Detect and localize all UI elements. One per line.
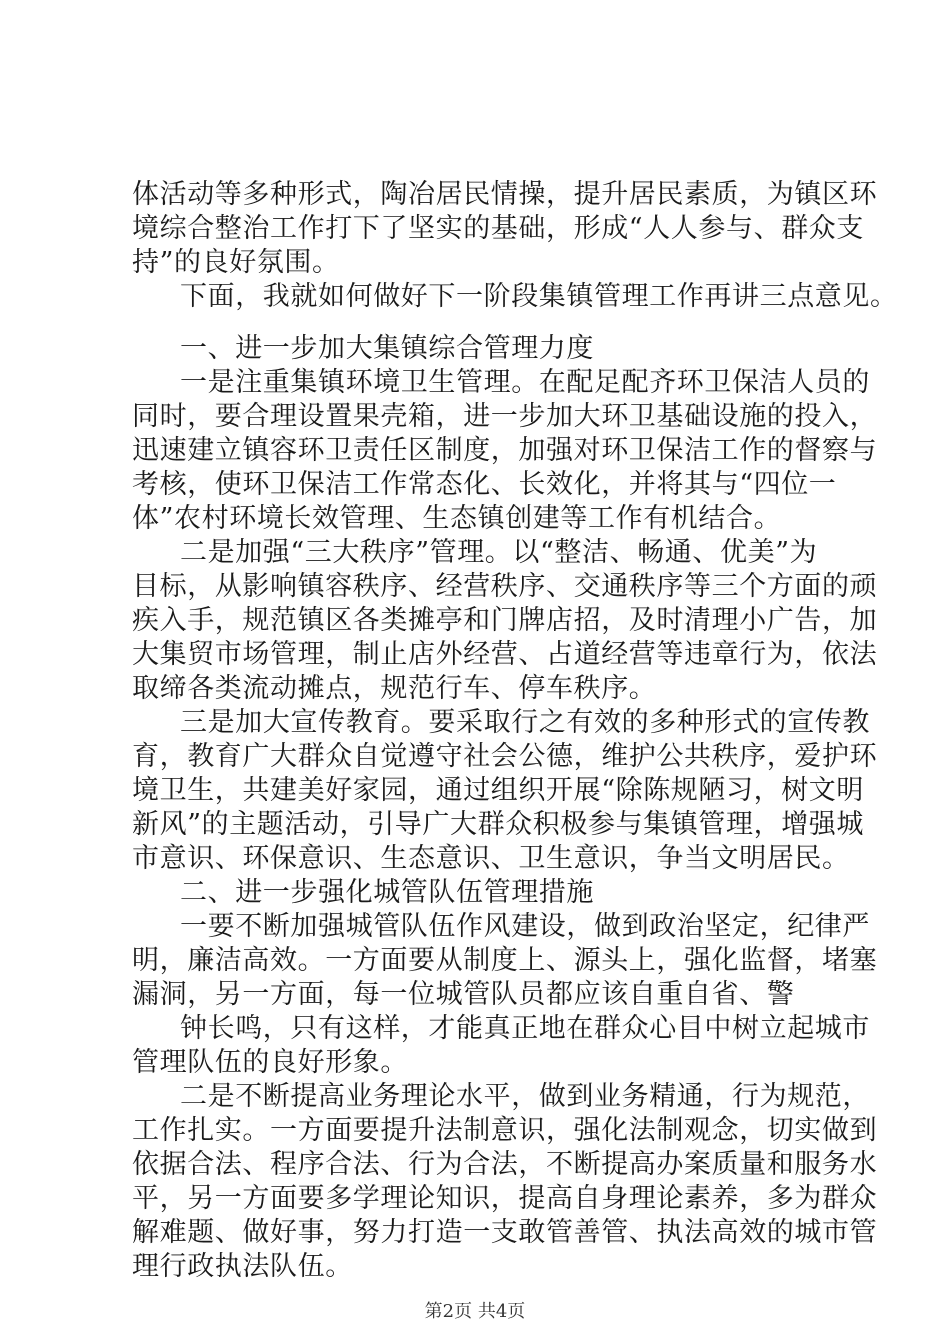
text-line: 二是加强“三大秩序”管理。以“整洁、畅通、优美”为 bbox=[180, 537, 818, 568]
text-line: 一要不断加强城管队伍作风建设，做到政治坚定，纪律严 bbox=[180, 911, 870, 942]
section-heading: 一、进一步加大集镇综合管理力度 bbox=[180, 333, 594, 364]
text-line: 依据合法、程序合法、行为合法，不断提高办案质量和服务水 bbox=[132, 1149, 878, 1180]
text-line: 解难题、做好事，努力打造一支敢管善管、执法高效的城市管 bbox=[132, 1217, 878, 1248]
text-line: 体”农村环境长效管理、生态镇创建等工作有机结合。 bbox=[132, 503, 782, 534]
text-line: 漏洞，另一方面，每一位城管队员都应该自重自省、警 bbox=[132, 979, 795, 1010]
text-line: 下面，我就如何做好下一阶段集镇管理工作再讲三点意见。 bbox=[180, 281, 898, 312]
text-line: 体活动等多种形式，陶冶居民情操，提升居民素质，为镇区环 bbox=[132, 179, 878, 210]
text-line: 二是不断提高业务理论水平，做到业务精通，行为规范， bbox=[180, 1081, 870, 1112]
text-line: 一是注重集镇环境卫生管理。在配足配齐环卫保洁人员的 bbox=[180, 367, 870, 398]
text-line: 迅速建立镇容环卫责任区制度，加强对环卫保洁工作的督察与 bbox=[132, 435, 878, 466]
text-line: 持”的良好氛围。 bbox=[132, 247, 340, 278]
text-line: 境综合整治工作打下了坚实的基础，形成“人人参与、群众支 bbox=[132, 213, 865, 244]
text-line: 理行政执法队伍。 bbox=[132, 1251, 353, 1282]
text-line: 育，教育广大群众自觉遵守社会公德，维护公共秩序，爱护环 bbox=[132, 741, 878, 772]
text-line: 疾入手，规范镇区各类摊亭和门牌店招，及时清理小广告，加 bbox=[132, 605, 878, 636]
text-line: 管理队伍的良好形象。 bbox=[132, 1047, 408, 1078]
text-line: 大集贸市场管理，制止店外经营、占道经营等违章行为，依法 bbox=[132, 639, 878, 670]
text-line: 境卫生，共建美好家园，通过组织开展“除陈规陋习，树文明 bbox=[132, 775, 865, 806]
text-line: 取缔各类流动摊点，规范行车、停车秩序。 bbox=[132, 673, 657, 704]
text-line: 市意识、环保意识、生态意识、卫生意识，争当文明居民。 bbox=[132, 843, 850, 874]
text-line: 考核，使环卫保洁工作常态化、长效化，并将其与“四位一 bbox=[132, 469, 837, 500]
text-line: 同时，要合理设置果壳箱，进一步加大环卫基础设施的投入， bbox=[132, 401, 878, 432]
section-heading: 二、进一步强化城管队伍管理措施 bbox=[180, 877, 594, 908]
text-line: 目标，从影响镇容秩序、经营秩序、交通秩序等三个方面的顽 bbox=[132, 571, 878, 602]
page-number: 第2页 共4页 bbox=[424, 1301, 526, 1322]
text-line: 平，另一方面要多学理论知识，提高自身理论素养，多为群众 bbox=[132, 1183, 878, 1214]
text-line: 钟长鸣，只有这样，才能真正地在群众心目中树立起城市 bbox=[180, 1013, 870, 1044]
text-line: 明，廉洁高效。一方面要从制度上、源头上，强化监督，堵塞 bbox=[132, 945, 878, 976]
text-line: 三是加大宣传教育。要采取行之有效的多种形式的宣传教 bbox=[180, 707, 870, 738]
text-line: 新风”的主题活动，引导广大群众积极参与集镇管理，增强城 bbox=[132, 809, 865, 840]
text-line: 工作扎实。一方面要提升法制意识，强化法制观念，切实做到 bbox=[132, 1115, 878, 1146]
